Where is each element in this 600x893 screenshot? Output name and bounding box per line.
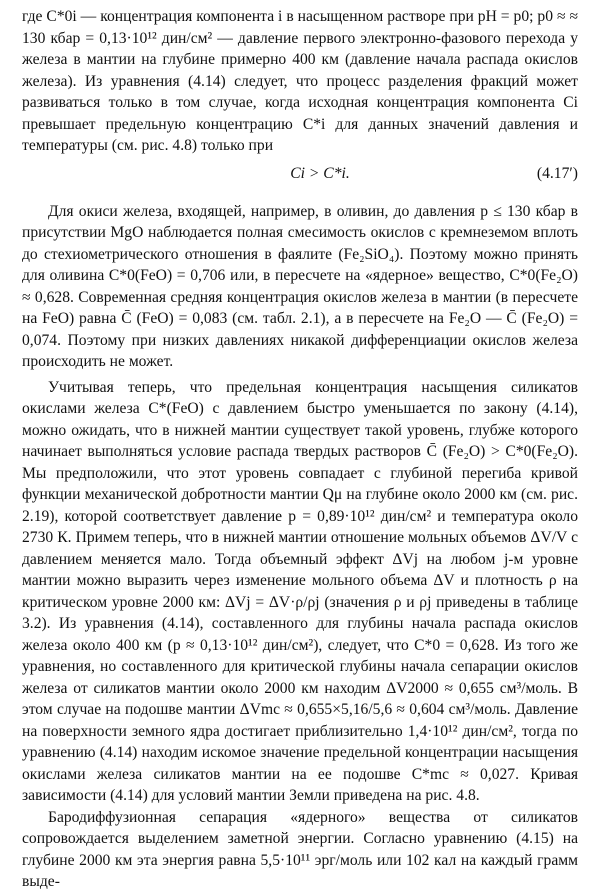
paragraph-1: где C*0i — концентрация компонента i в насыщенном растворе при pH = p0; p0 ≈ ≈ 130 кбар = 0,13·10¹² дин/см² — давление первого электронно-фазового перехода у железа в мантии на глубине примерно 400 км (давление начала распада окислов железа). Из уравнения (4.14) следует, что процесс разделения фракций может развиваться только в том случае, когда исходная концентрация компонента Ci превышает предельную концентрацию C*i для данных значений давления и температуры (см. рис. 4.8) только при [22,8,578,154]
equation-4-17 [22,161,578,191]
equation-number: (4.17′) [536,164,578,182]
paragraph-4: Бародиффузионная сепарация «ядерного» вещества от силикатов сопровождается выделением заметной энергии. Согласно уравнению (4.15) на глубине 2000 км эта энергия равна 5,5·10¹¹ эрг/моль или 102 кал на каждый грамм выде- [22,808,578,890]
paragraph-3: Учитывая теперь, что предельная концентрация насыщения силикатов окислами железа C*(FeO) с давлением быстро уменьшается по закону (4.14), можно ожидать, что в нижней мантии существует такой уровень, глубже которого начинает выполняться условие распада твердых растворов C̄ (Fe₂O) > C*0(Fe₂O). Мы предположили, что этот уровень совпадает с глубиной перегиба кривой функции механической добротности мантии Qμ на глубине около 2000 км (см. рис. 2.19), которой соответствует давление p = 0,89·10¹² дин/см² и температура около 2730 К. Примем теперь, что в нижней мантии отношение мольных объемов ΔV/V с давлением меняется мало. Тогда объемный эффект ΔVj на любом j-м уровне мантии можно выразить через изменение мольного объема ΔV и плотность ρ на критическом уровне 2000 км: ΔVj = ΔV·ρ/ρj (значения ρ и ρj приведены в таблице 3.2). Из уравнения (4.14), составленного для глубины начала распада окислов железа около 400 км (p ≈ 0,13·10¹² дин/см²), следует, что C*0 = 0,628. Из того же уравнения, но составленного для критической глубины начала сепарации окислов железа от силикатов мантии около 2000 км находим ΔV2000 ≈ 0,655 см³/моль. В этом случае на подошве мантии ΔVmc ≈ 0,655×5,16/5,6 ≈ 0,604 см³/моль. Давление на поверхности земного ядра достигает приблизительно 1,4·10¹² дин/см², тогда по уравнению (4.14) находим искомое значение предельной концентрации насыщения окислами железа силикатов мантии на ее подошве C*mc ≈ 0,027. Кривая зависимости (4.14) для условий мантии Земли приведена на рис. 4.8. [22,378,578,804]
paragraph-2: Для окиси железа, входящей, например, в оливин, до давления p ≤ 130 кбар в присутствии MgO наблюдается полная смесимость окислов с кремнеземом вплоть до стехиометрического отношения в фаялите (Fe₂SiO₄). Поэтому можно принять для оливина C*0(FeO) = 0,706 или, в пересчете на «ядерное» вещество, C*0(Fe₂O) ≈ 0,628. Современная средняя концентрация окислов железа в мантии (в пересчете на FeO) равна C̄ (FeO) = 0,083 (см. табл. 2.1), а в пересчете на Fe₂O — C̄ (Fe₂O) = 0,074. Поэтому при низких давлениях никакой дифференциации окислов железа происходить не может. [22,202,578,370]
equation-expression: Ci > C*i. [290,164,350,182]
